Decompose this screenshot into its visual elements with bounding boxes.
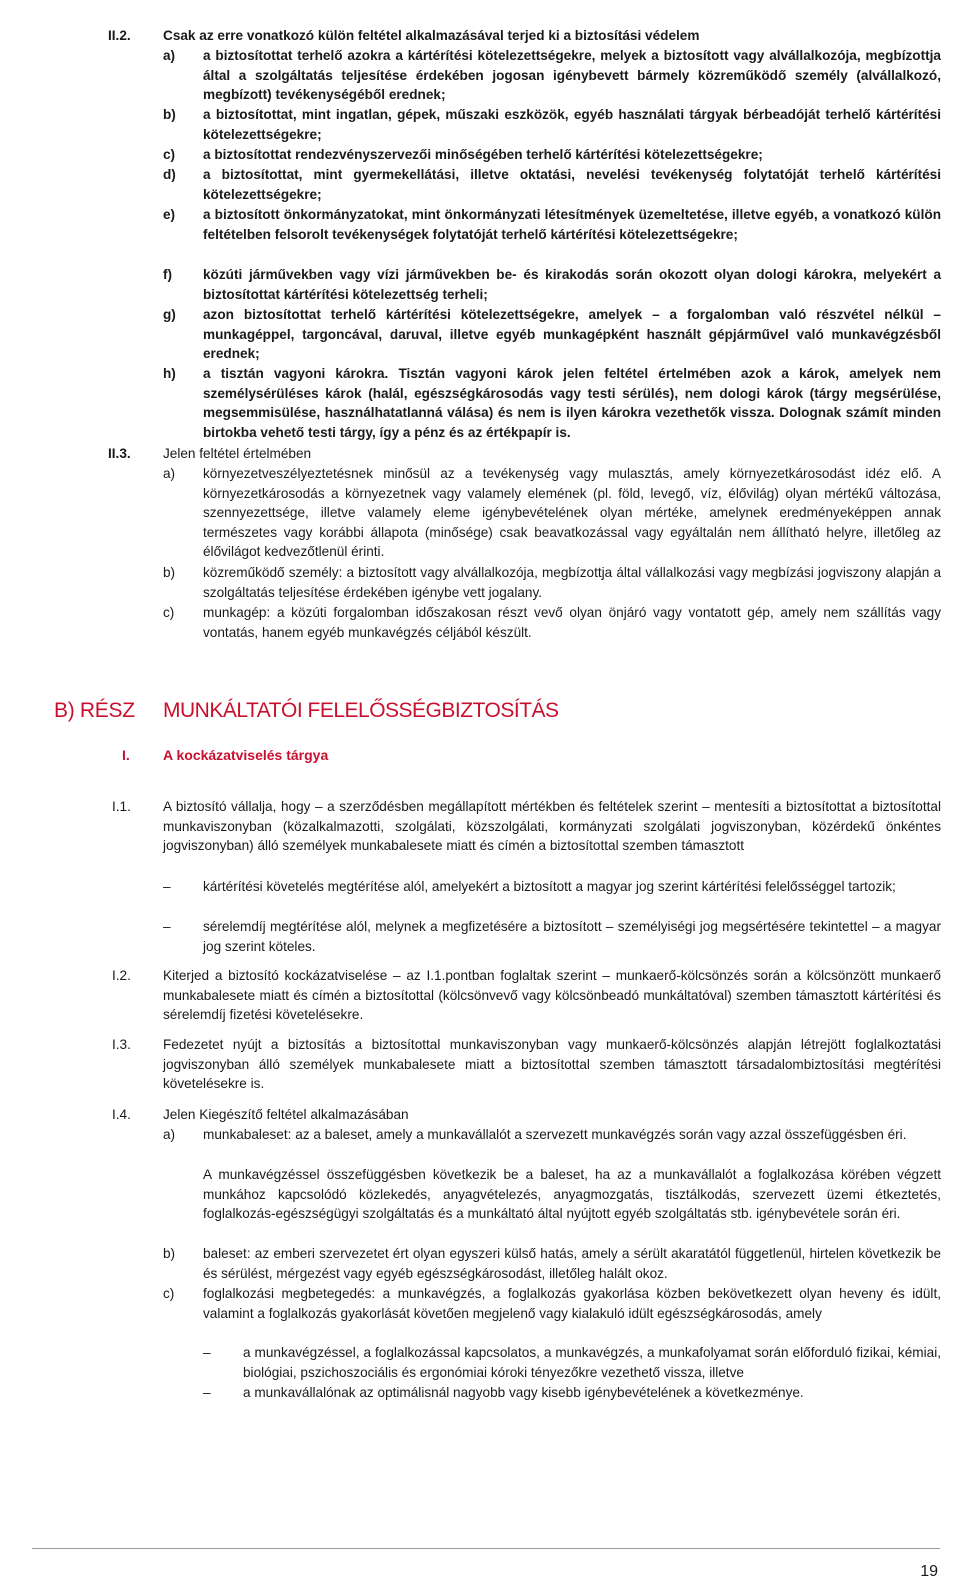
part-title: MUNKÁLTATÓI FELELŐSSÉGBIZTOSÍTÁS	[163, 699, 559, 722]
section-number-ii2: II.2.	[108, 28, 131, 43]
list-label: e)	[163, 207, 176, 222]
list-label: c)	[163, 605, 175, 620]
dash-bullet: –	[203, 1345, 211, 1360]
list-item-text: a tisztán vagyoni károkra. Tisztán vagyoni károk jelen feltétel értelmében azok a károk, amelyek nem személysérüléses károk (halál, egészségkárosodás vagy testi sérülés), nem dologi károk (tárgy megsérülése, megsemmisülése, használhatatlanná válása) és nem is ilyen károkra vezethetők vissza. Dolognak számít minden birtokba vehető testi tárgy, így a pénz és az értékpapír is.	[203, 366, 941, 440]
list-label: a)	[163, 466, 176, 481]
section-number-ii3: II.3.	[108, 446, 131, 461]
dash-bullet: –	[203, 1385, 211, 1400]
bullet-text: sérelemdíj megtérítése alól, melynek a megfizetésére a biztosított – személyiségi jog megsértésére tekintettel – a magyar jog szerint köteles.	[203, 919, 941, 954]
list-label: b)	[163, 1246, 176, 1261]
list-item-text: foglalkozási megbetegedés: a munkavégzés, a foglalkozás gyakorlása közben bekövetkezett olyan heveny és idült, valamint a foglalkozás gyakorlását követően megjelenő vagy kialakuló idült egészségkárosodás, amely	[203, 1286, 941, 1321]
footer-divider	[32, 1548, 940, 1549]
item-i4-intro: Jelen Kiegészítő feltétel alkalmazásában	[163, 1107, 409, 1122]
list-item-text: baleset: az emberi szervezetet ért olyan egyszeri külső hatás, amely a sérült akaratától függetlenül, hirtelen következik be és sérülést, mérgezést vagy egyéb egészségkárosodást, illetőleg halált okoz.	[203, 1246, 941, 1281]
list-label: a)	[163, 1127, 176, 1142]
list-item-text: a biztosítottat, mint ingatlan, gépek, műszaki eszközök, egyéb használati tárgyak bérbeadóját terhelő kártérítési kötelezettségekre;	[203, 107, 941, 142]
page-number: 19	[920, 1563, 938, 1580]
part-label: B) RÉSZ	[54, 699, 135, 722]
list-label: b)	[163, 107, 176, 122]
list-item-text: a biztosítottat, mint gyermekellátási, illetve oktatási, nevelési tevékenység folytatóját terhelő kártérítési kötelezettségekre;	[203, 167, 941, 202]
item-number-i3: I.3.	[112, 1037, 131, 1052]
list-label: f)	[163, 267, 173, 282]
dash-bullet: –	[163, 919, 171, 934]
list-item-text: közúti járművekben vagy vízi járművekben be- és kirakodás során okozott olyan dologi károkra, melyekért a biztosítottat kártérítési kötelezettség terheli;	[203, 267, 941, 302]
section-number: I.	[122, 747, 130, 763]
list-item-text: környezetveszélyeztetésnek minősül az a tevékenység vagy mulasztás, amely környezetkárosodást idéz elő. A környezetkárosodás a környezetnek vagy valamely elemének (pl. föld, levegő, víz, élővilág) olyan mértékű változása, szennyezettsége, illetve valamely eleme igénybevételének olyan mértéke, amelynek eredményeképpen annak természetes vagy korábbi állapota (minősége) csak beavatkozással vagy egyáltalán nem állítható helyre, illetőleg az élővilágot kedvezőtlenül érinti.	[203, 466, 941, 560]
section-ii3-intro: Jelen feltétel értelmében	[163, 446, 312, 461]
list-label: c)	[163, 147, 176, 162]
list-label: a)	[163, 48, 176, 63]
list-label: b)	[163, 565, 176, 580]
list-item-text: munkabaleset: az a baleset, amely a munkavállalót a szervezett munkavégzés során vagy azzal összefüggésben éri.	[203, 1127, 907, 1142]
item-i2-text: Kiterjed a biztosító kockázatviselése – az I.1.pontban foglaltak szerint – munkaerő-kölcsönzés során a kölcsönzött munkaerő munkabalesete miatt és címén a biztosítottal (kölcsönvevő vagy kölcsönbeadó munkáltatóval) szemben támasztott kártérítési és sérelemdíj fizetési követelésekre.	[163, 968, 941, 1023]
item-number-i4: I.4.	[112, 1107, 131, 1122]
list-item-text: azon biztosítottat terhelő kártérítési kötelezettségekre, amelyek – a forgalomban való részvétel nélkül – munkagéppel, targoncával, daruval, illetve egyéb munkagépként használt gépjárművel való munkavégzésből erednek;	[203, 307, 941, 362]
list-label: c)	[163, 1286, 175, 1301]
bullet-text: kártérítési követelés megtérítése alól, amelyekért a biztosított a magyar jog szerint kártérítési felelősséggel tartozik;	[203, 879, 896, 894]
item-i3-text: Fedezetet nyújt a biztosítás a biztosítottal munkaviszonyban vagy munkaerő-kölcsönzés alapján létrejött foglalkoztatási jogviszonyban álló személyek munkabalesete miatt a biztosítottal szemben támasztott társadalombiztosítási megtérítési követelésekre is.	[163, 1037, 941, 1092]
section-title: A kockázatviselés tárgya	[163, 747, 329, 763]
item-i1-text: A biztosító vállalja, hogy – a szerződésben megállapított mértékben és feltételek szerint – mentesíti a biztosítottat a biztosítottal munkaviszonyban (közalkalmazotti, szolgálati, közszolgálati, kormányzati szolgálati jogviszonyban, közérdekű önkéntes jogviszonyban) álló személyek munkabalesete miatt és címén a biztosítottal szemben támasztott	[163, 799, 941, 854]
dash-bullet: –	[163, 879, 171, 894]
item-number-i2: I.2.	[112, 968, 131, 983]
list-item-text-continued: A munkavégzéssel összefüggésben következik be a baleset, ha az a munkavállalót a foglalkozása körében végzett munkához kapcsolódó közlekedés, anyagvételezés, anyagmozgatás, tisztálkodás, szervezett üzemi étkeztetés, foglalkozás-egészségügyi szolgáltatás és a munkáltató által nyújtott egyéb szolgáltatás stb. igénybevétele során éri.	[203, 1167, 941, 1222]
list-item-text: a biztosítottat rendezvényszervezői minőségében terhelő kártérítési kötelezettségekre;	[203, 147, 763, 162]
list-label: g)	[163, 307, 176, 322]
item-number-i1: I.1.	[112, 799, 131, 814]
list-item-text: közreműködő személy: a biztosított vagy alvállalkozója, megbízottja által vállalkozási vagy megbízási jogviszony alapján a szolgáltatás teljesítése érdekében igénybe vett jogalany.	[203, 565, 941, 600]
section-ii2-intro: Csak az erre vonatkozó külön feltétel alkalmazásával terjed ki a biztosítási védelem	[163, 28, 700, 43]
list-label: h)	[163, 366, 176, 381]
bullet-text: a munkavállalónak az optimálisnál nagyobb vagy kisebb igénybevételének a következménye.	[243, 1385, 804, 1400]
list-label: d)	[163, 167, 176, 182]
list-item-text: a biztosított önkormányzatokat, mint önkormányzati létesítmények üzemeltetése, illetve egyéb, a vonatkozó külön feltételben felsorolt tevékenységek folytatóját terhelő kártérítési kötelezettségekre;	[203, 207, 941, 242]
list-item-text: a biztosítottat terhelő azokra a kártérítési kötelezettségekre, melyek a biztosított vagy alvállalkozója, megbízottja által a szolgáltatás teljesítése érdekében jogosan igénybevett bármely közreműködő személy (alvállalkozó, megbízott) tevékenységéből erednek;	[203, 48, 941, 103]
list-item-text: munkagép: a közúti forgalomban időszakosan részt vevő olyan önjáró vagy vontatott gép, amely nem szállítás vagy vontatás, hanem egyéb munkavégzés céljából készült.	[203, 605, 941, 640]
bullet-text: a munkavégzéssel, a foglalkozással kapcsolatos, a munkavégzés, a munkafolyamat során előforduló fizikai, kémiai, biológiai, pszichoszociális és ergonómiai kóroki tényezőkre vezethető vissza, illetve	[243, 1345, 941, 1380]
